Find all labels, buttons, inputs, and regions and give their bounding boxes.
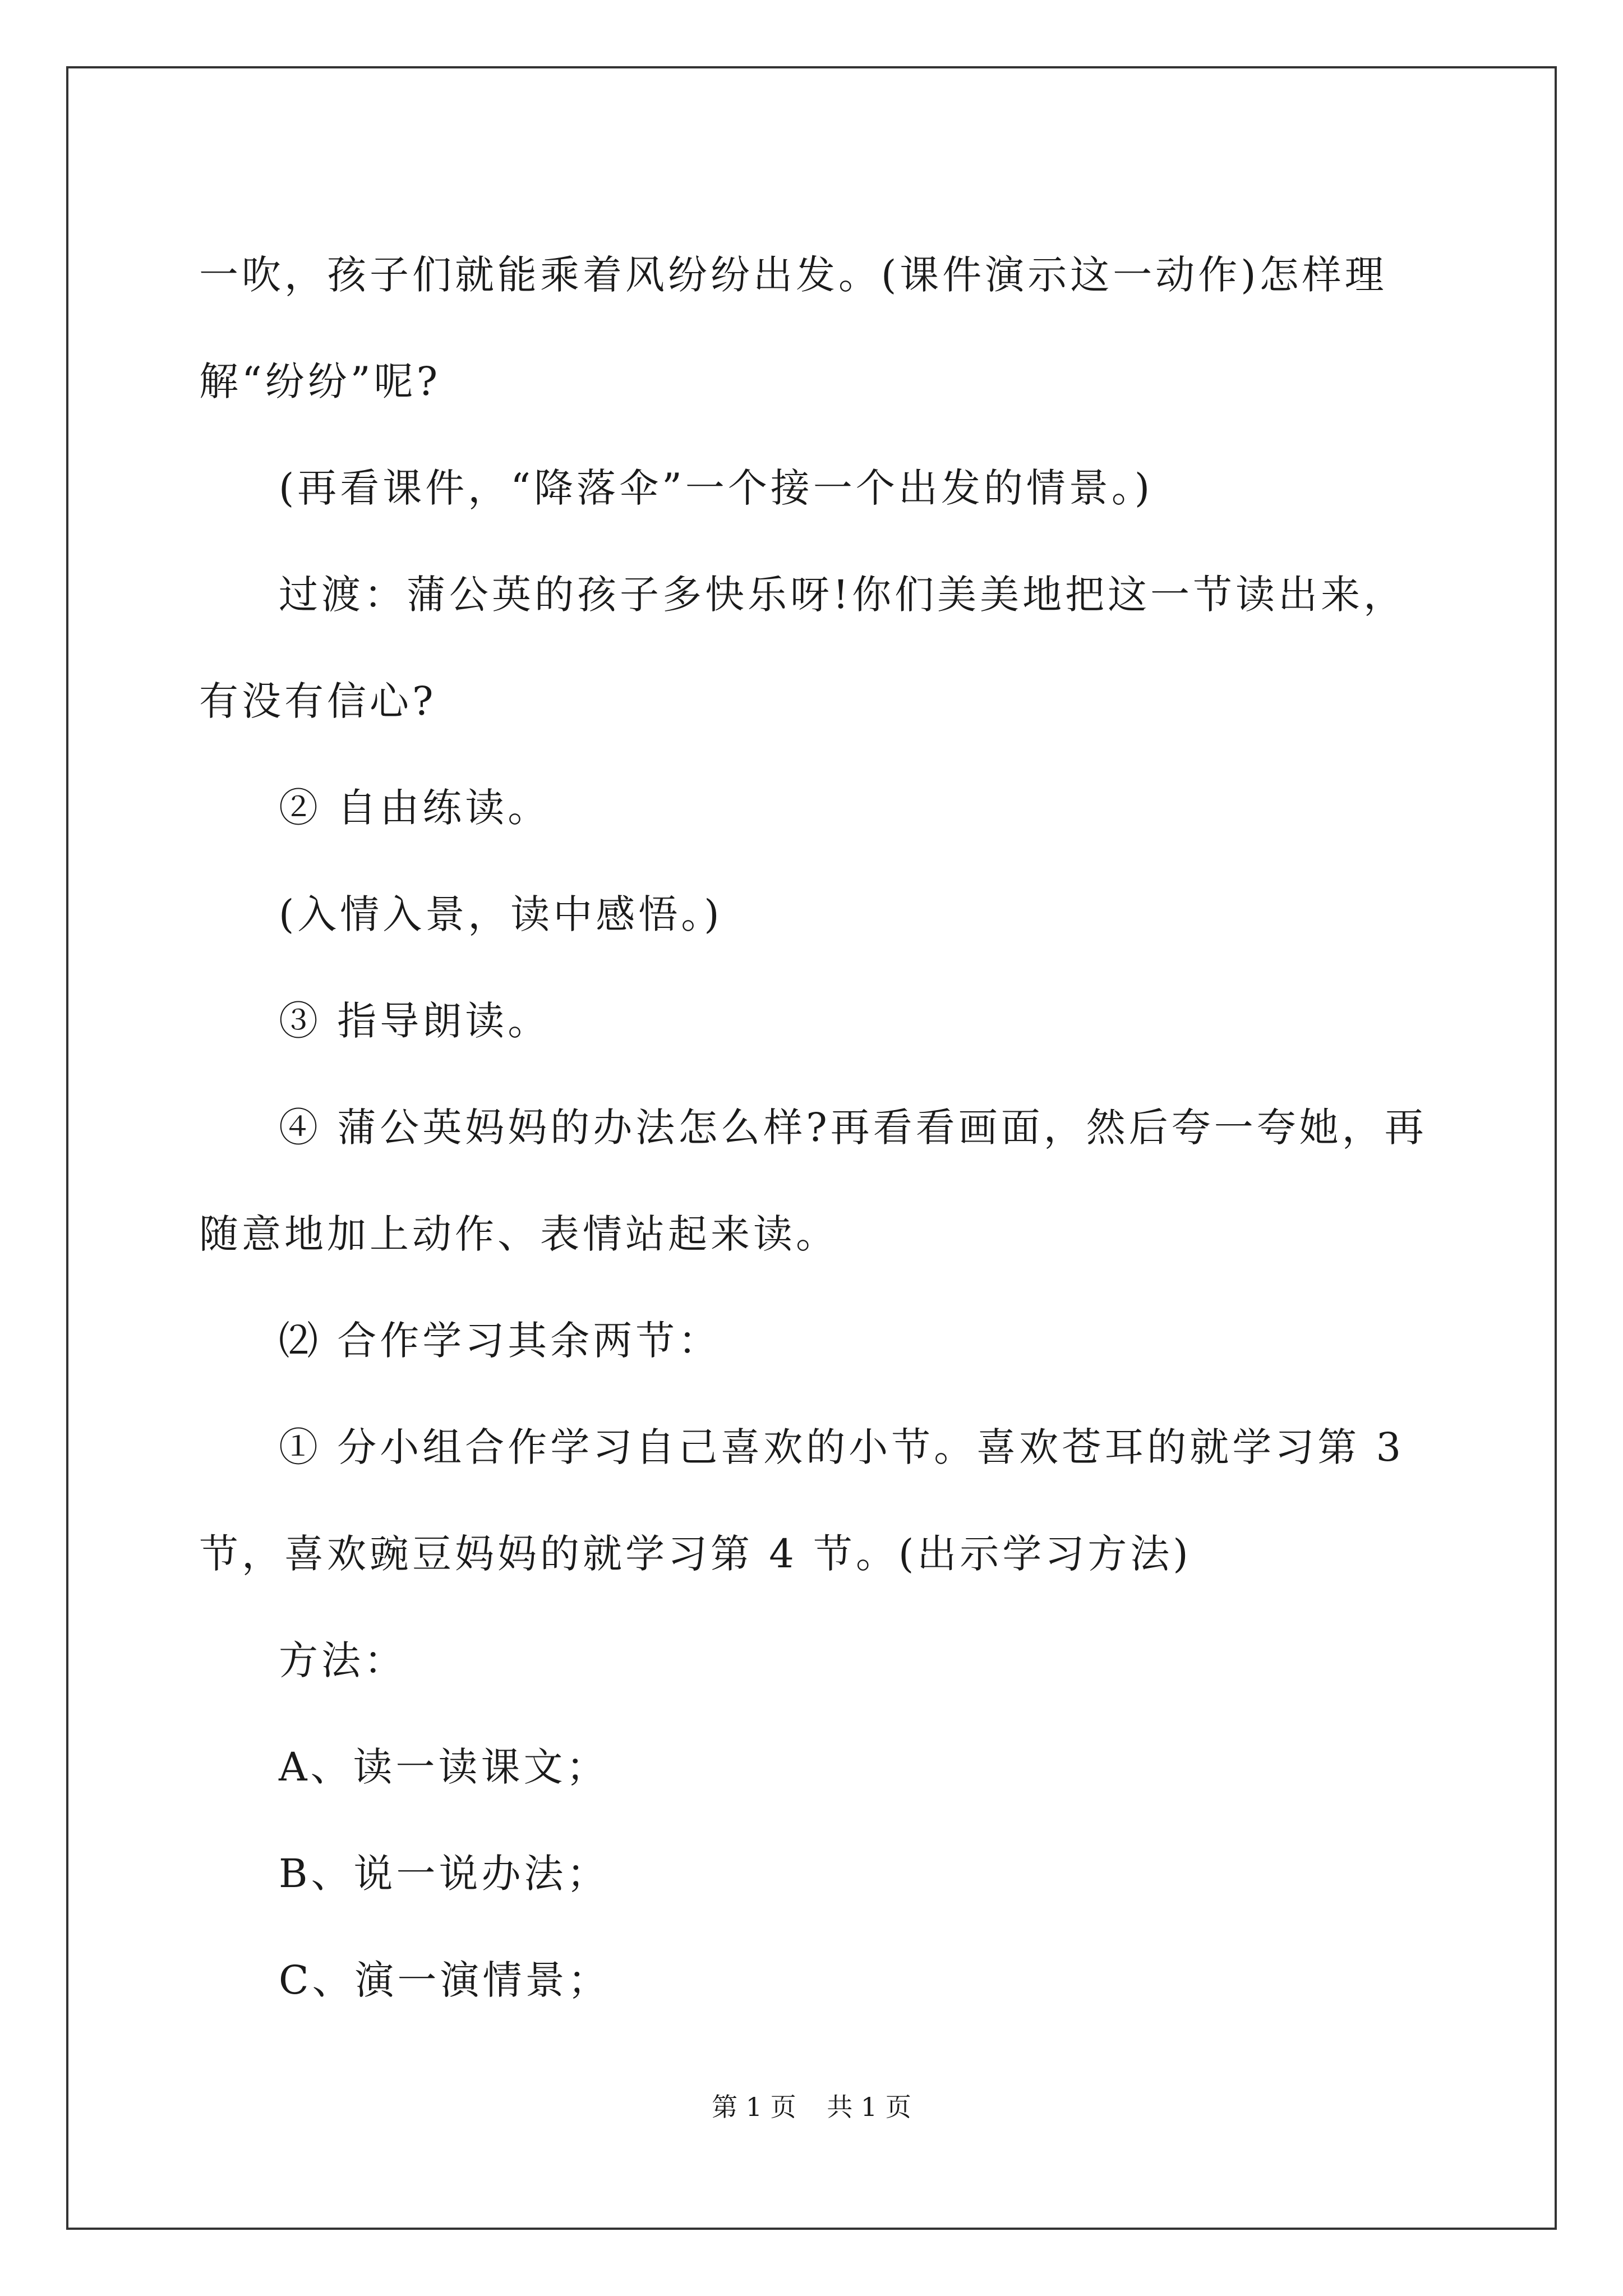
paragraph: 过渡：蒲公英的孩子多快乐呀!你们美美地把这一节读出来，有没有信心? — [199, 572, 1407, 724]
paragraph: 一吹，孩子们就能乘着风纷纷出发。(课件演示这一动作)怎样理解“纷纷”呢? — [199, 252, 1387, 404]
list-item: C、演一演情景； — [279, 1957, 611, 2003]
list-item: ① 分小组合作学习自己喜欢的小节。喜欢苍耳的就学习第 3 节，喜欢豌豆妈妈的就学习第 4 节。(出示学习方法) — [199, 1424, 1405, 1577]
list-item: A、读一读课文； — [279, 1744, 609, 1790]
list-item: ④ 蒲公英妈妈的办法怎么样?再看看画面，然后夸一夸她，再随意地加上动作、表情站起来读。 — [199, 1105, 1427, 1257]
paragraph: (再看课件，“降落伞”一个接一个出发的情景。) — [279, 465, 1154, 511]
page-number: 第 1 页 — [712, 2092, 796, 2122]
paragraph: (入情入景，读中感悟。) — [279, 891, 723, 937]
list-item: ③ 指导朗读。 — [279, 998, 551, 1044]
document-body — [199, 222, 1433, 2033]
method-heading: 方法： — [279, 1637, 407, 1683]
page-total: 共 1 页 — [827, 2092, 911, 2122]
section-heading: ⑵ 合作学习其余两节： — [279, 1318, 721, 1364]
list-item: B、说一说办法； — [279, 1851, 610, 1897]
list-item: ② 自由练读。 — [279, 785, 551, 831]
page-footer — [0, 2087, 1623, 2124]
